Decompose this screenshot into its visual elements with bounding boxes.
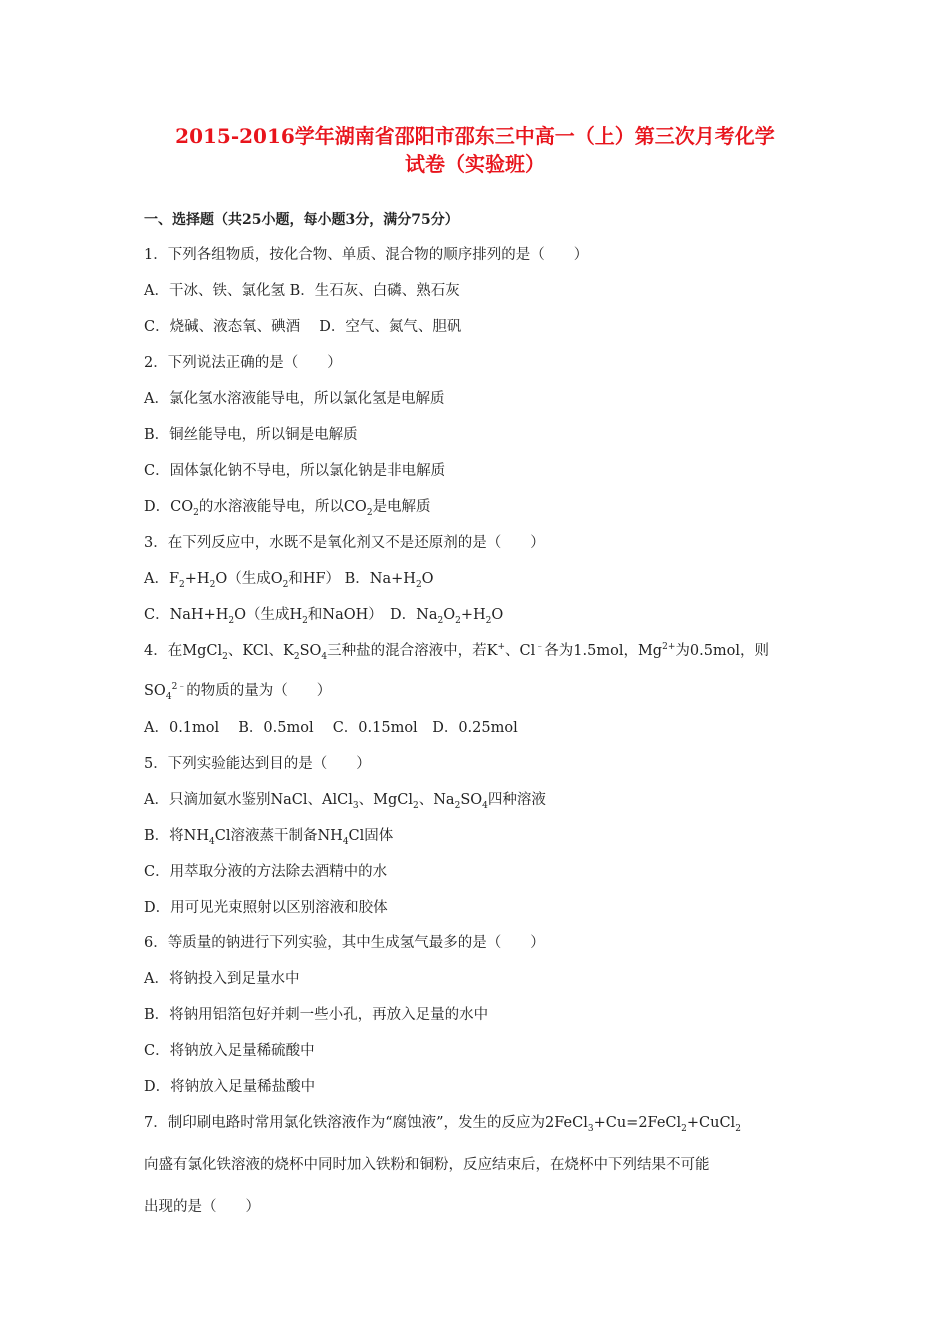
question-4-stem-cont: $SO_4^{2﹣}$的物质的量为（ ） xyxy=(144,682,332,702)
question-2-option-b: B．铜丝能导电，所以铜是电解质 xyxy=(144,427,358,443)
question-4-options: A．0.1mol B．0.5mol C．0.15mol D．0.25mol xyxy=(144,720,518,736)
question-2-option-c: C．固体氯化钠不导电，所以氯化钠是非电解质 xyxy=(144,463,446,479)
question-3-stem: 3．在下列反应中，水既不是氧化剂又不是还原剂的是（ ） xyxy=(144,535,545,551)
question-5-option-b: B．将$NH_4Cl$溶液蒸干制备$NH_4Cl$固体 xyxy=(144,828,394,847)
question-7-stem-cont-2: 出现的是（ ） xyxy=(144,1199,260,1215)
question-6-option-c: C．将钠放入足量稀硫酸中 xyxy=(144,1043,315,1059)
question-5-option-d: D．用可见光束照射以区别溶液和胶体 xyxy=(144,900,388,916)
question-3-options-cd: C．$NaH+H_2O$（生成$H_2$和NaOH） D．$Na_2O_2+H_2O$ xyxy=(144,607,504,626)
question-7-stem-cont: 向盛有氯化铁溶液的烧杯中同时加入铁粉和铜粉，反应结束后，在烧杯中下列结果不可能 xyxy=(144,1157,710,1173)
question-3-options-ab: A．$F_2+H_2O$（生成$O_2$和HF） B．$Na+H_2O$ xyxy=(144,571,434,590)
question-2-option-d: D．$CO_2$的水溶液能导电，所以$CO_2$是电解质 xyxy=(144,499,431,518)
question-1-stem: 1．下列各组物质，按化合物、单质、混合物的顺序排列的是（ ） xyxy=(144,247,589,263)
document-title-line-2: 试卷（实验班） xyxy=(405,152,545,176)
question-5-option-a: A．只滴加氨水鉴别NaCl、AlCl$_3$、MgCl$_2$、$Na_2SO_4$四种溶液 xyxy=(144,792,546,811)
question-1-options-ab: A．干冰、铁、氯化氢 B．生石灰、白磷、熟石灰 xyxy=(144,283,460,299)
question-7-stem: 7．制印刷电路时常用氯化铁溶液作为“腐蚀液”，发生的反应为2FeCl$_3$+Cu=2FeCl$_2$+CuCl$_2$ xyxy=(144,1115,741,1134)
question-1-options-cd: C．烧碱、液态氧、碘酒 D．空气、氮气、胆矾 xyxy=(144,319,462,335)
question-5-stem: 5．下列实验能达到目的是（ ） xyxy=(144,756,371,772)
section-header: 一、选择题（共25小题，每小题3分，满分75分） xyxy=(144,212,459,228)
question-6-option-a: A．将钠投入到足量水中 xyxy=(144,971,300,987)
question-6-stem: 6．等质量的钠进行下列实验，其中生成氢气最多的是（ ） xyxy=(144,935,545,951)
document-title-line-1: 2015-2016学年湖南省邵阳市邵东三中高一（上）第三次月考化学 xyxy=(175,124,775,148)
question-5-option-c: C．用萃取分液的方法除去酒精中的水 xyxy=(144,864,388,880)
question-4-stem: 4．在MgCl$_2$、KCl、$K_2SO_4$三种盐的混合溶液中，若K+、Cl﹣各为1.5mol，$Mg^{2+}$为0.5mol，则 xyxy=(144,642,770,662)
question-2-stem: 2．下列说法正确的是（ ） xyxy=(144,355,342,371)
question-6-option-d: D．将钠放入足量稀盐酸中 xyxy=(144,1079,316,1095)
question-6-option-b: B．将钠用铝箔包好并刺一些小孔，再放入足量的水中 xyxy=(144,1007,489,1023)
question-2-option-a: A．氯化氢水溶液能导电，所以氯化氢是电解质 xyxy=(144,391,445,407)
